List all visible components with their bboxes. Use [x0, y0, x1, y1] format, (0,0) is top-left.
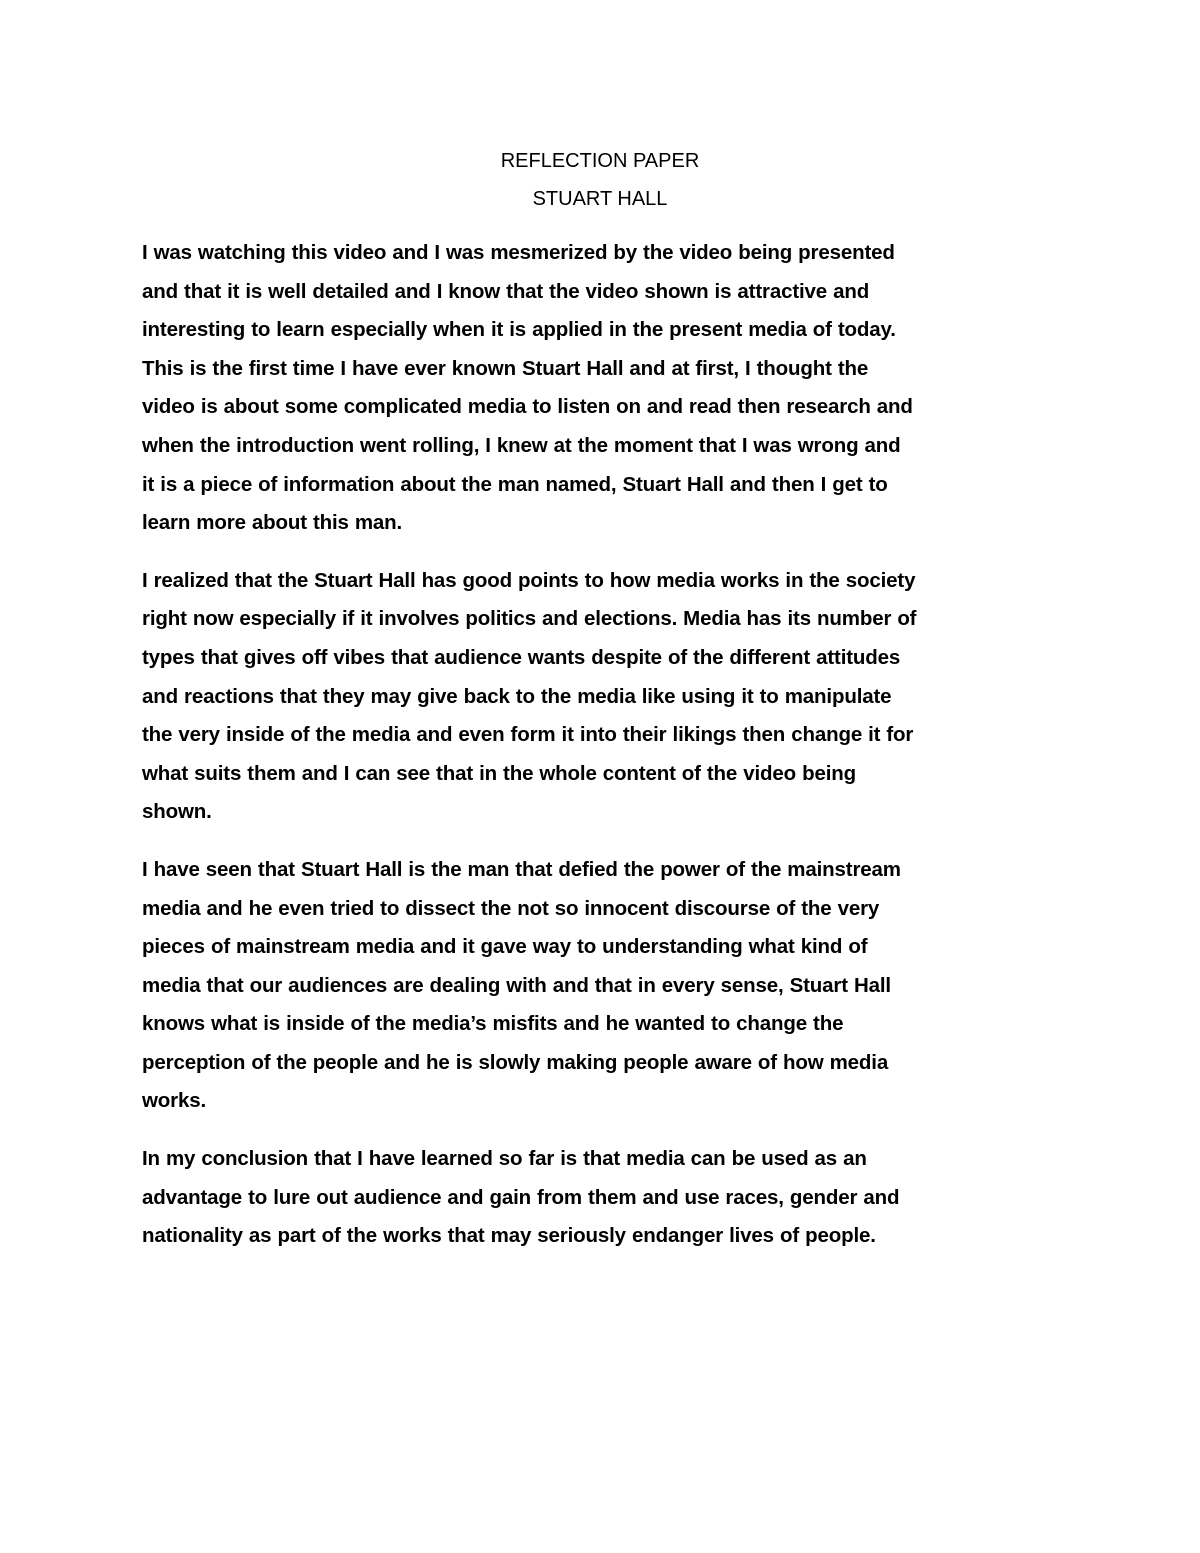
text-line: knows what is inside of the media’s misfits and he wanted to change the — [142, 1012, 844, 1036]
text-line: interesting to learn especially when it is applied in the present media of today. — [142, 318, 896, 342]
text-line: and that it is well detailed and I know that the video shown is attractive and — [142, 279, 870, 303]
document-body — [142, 234, 1072, 1275]
text-line: pieces of mainstream media and it gave way to understanding what kind of — [142, 935, 868, 959]
text-line: I realized that the Stuart Hall has good points to how media works in the society — [142, 568, 916, 592]
document-title: REFLECTION PAPER — [500, 150, 700, 172]
paragraph-3 — [142, 851, 1072, 1121]
text-line: and reactions that they may give back to the media like using it to manipulate — [142, 684, 892, 708]
text-line: the very inside of the media and even form it into their likings then change it for — [142, 723, 914, 747]
text-line: learn more about this man. — [142, 511, 403, 535]
title-block — [0, 142, 1200, 218]
text-line: right now especially if it involves politics and elections. Media has its number of — [142, 607, 917, 631]
text-line: shown. — [142, 800, 212, 824]
text-line: I have seen that Stuart Hall is the man that defied the power of the mainstream — [142, 857, 901, 881]
text-line: advantage to lure out audience and gain from them and use races, gender and — [142, 1185, 900, 1209]
text-line: types that gives off vibes that audience wants despite of the different attitudes — [142, 645, 901, 669]
document-subtitle: STUART HALL — [532, 188, 668, 210]
text-line: when the introduction went rolling, I knew at the moment that I was wrong and — [142, 433, 901, 457]
text-line: video is about some complicated media to listen on and read then research and — [142, 395, 913, 419]
text-line: nationality as part of the works that may seriously endanger lives of people. — [142, 1224, 876, 1248]
text-line: perception of the people and he is slowly making people aware of how media — [142, 1050, 889, 1074]
text-line: In my conclusion that I have learned so far is that media can be used as an — [142, 1147, 867, 1171]
text-line: it is a piece of information about the man named, Stuart Hall and then I get to — [142, 472, 888, 496]
paragraph-1 — [142, 234, 1072, 543]
paragraph-2 — [142, 562, 1072, 832]
text-line: what suits them and I can see that in the whole content of the video being — [142, 761, 856, 785]
paragraph-4 — [142, 1140, 1072, 1256]
text-line: I was watching this video and I was mesmerized by the video being presented — [142, 241, 895, 264]
text-line: media that our audiences are dealing with and that in every sense, Stuart Hall — [142, 973, 891, 997]
text-line: This is the first time I have ever known Stuart Hall and at first, I thought the — [142, 356, 869, 380]
text-line: works. — [142, 1089, 207, 1113]
text-line: media and he even tried to dissect the not so innocent discourse of the very — [142, 896, 880, 920]
